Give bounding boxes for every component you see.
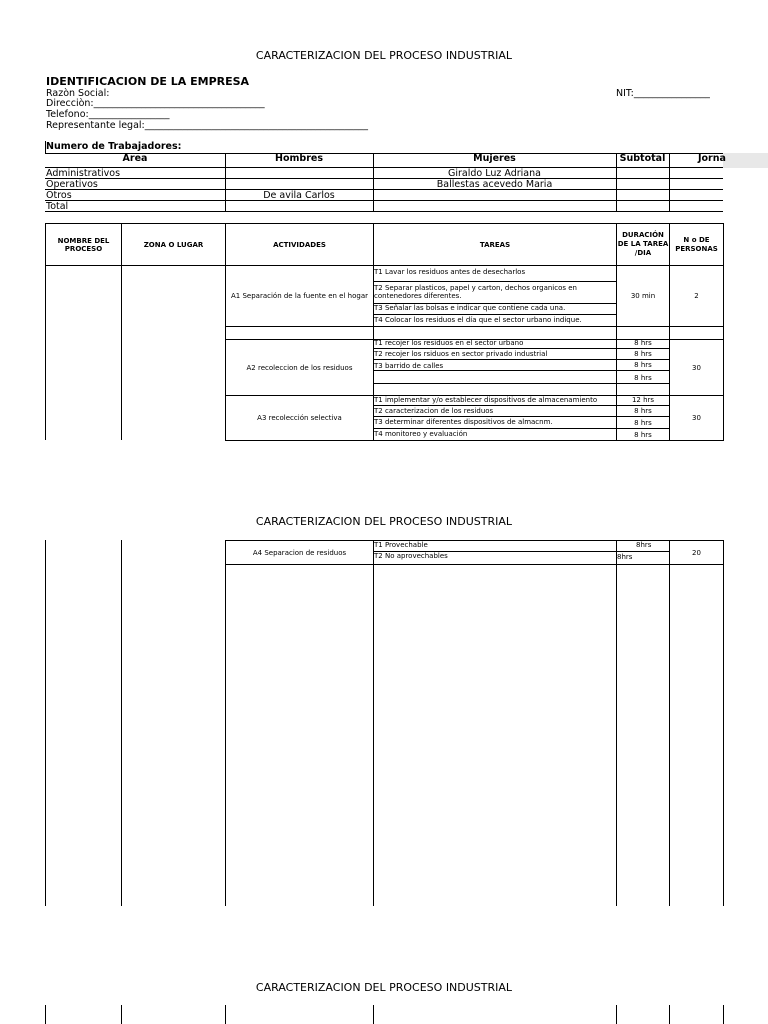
header-hombres: Hombres <box>275 152 323 164</box>
header-subtotal: Subtotal <box>619 152 666 164</box>
task-a2-t2: T2 recojer los rsiduos en sector privado industrial <box>374 350 548 358</box>
header-fill <box>723 153 768 168</box>
duration-a4-t2: 8hrs <box>617 553 633 561</box>
task-a2-t1: T1 recojer los residuos en el sector urbano <box>374 339 524 347</box>
task-a4-t2: T2 No aprovechables <box>374 552 448 560</box>
duration-a2-t2: 8 hrs <box>634 350 652 358</box>
header-duracion: DURACIÓN DE LA TAREA /DIA <box>617 231 669 257</box>
row-hombres: De avila Carlos <box>263 189 335 201</box>
duration-a4-t1: 8hrs <box>636 541 652 549</box>
nit-label: NIT:________________ <box>616 88 710 99</box>
task-a2-t3: T3 barrido de calles <box>374 362 444 370</box>
row-mujeres: Giraldo Luz Adriana <box>448 167 541 179</box>
header-nombre-proceso: NOMBRE DEL PROCESO <box>57 236 110 253</box>
header-zona: ZONA O LUGAR <box>143 240 204 249</box>
telefono-label: Telefono:_________________ <box>46 109 170 120</box>
personas-a1: 2 <box>694 292 699 300</box>
activity-a2: A2 recoleccion de los residuos <box>246 363 353 372</box>
page-title: CARACTERIZACION DEL PROCESO INDUSTRIAL <box>255 49 513 62</box>
task-a1-t4: T4 Colocar los residuos el día que el sector urbano indique. <box>374 316 582 324</box>
trabajadores-heading: Numero de Trabajadores: <box>46 141 182 152</box>
row-area: Operativos <box>46 179 98 190</box>
page-title: CARACTERIZACION DEL PROCESO INDUSTRIAL <box>255 515 513 528</box>
task-a3-t4: T4 monitoreo y evaluación <box>374 430 468 438</box>
activity-a3: A3 recolección selectiva <box>257 414 342 422</box>
row-mujeres: Ballestas acevedo Maria <box>436 178 553 190</box>
task-a3-t3: T3 determinar diferentes dispositivos de almacnm. <box>374 418 553 426</box>
representante-label: Representante legal:_______________________________________________ <box>46 120 368 131</box>
task-a1-t3: T3 Señalar las bolsas e indicar que contiene cada una. <box>374 304 566 312</box>
direccion-label: Direcciòn:____________________________________ <box>46 98 265 109</box>
row-area: Administrativos <box>46 168 121 179</box>
task-a3-t2: T2 caracterizacion de los residuos <box>374 407 494 415</box>
duration-a3-t2: 8 hrs <box>634 407 652 415</box>
task-a1-t1: T1 Lavar los residuos antes de desecharlos <box>374 268 526 276</box>
task-a4-t1: T1 Provechable <box>374 541 428 549</box>
task-a3-t1: T1 implementar y/o establecer dispositivos de almacenamiento <box>374 396 598 404</box>
duration-a3-t4: 8 hrs <box>634 430 652 439</box>
task-a1-t2: T2 Separar plasticos, papel y carton, dechos organicos en contenedores diferentes. <box>374 284 577 300</box>
duration-a2-t1: 8 hrs <box>634 339 652 347</box>
duration-a1: 30 min <box>630 292 656 300</box>
header-jornada: Jorna <box>698 153 726 164</box>
header-area: Area <box>122 152 148 164</box>
header-tareas: TAREAS <box>479 240 511 249</box>
duration-a2-t3: 8 hrs <box>634 361 652 369</box>
personas-a4: 20 <box>692 548 701 557</box>
page-title: CARACTERIZACION DEL PROCESO INDUSTRIAL <box>255 981 513 994</box>
row-area: Otros <box>46 190 72 201</box>
duration-a3-t3: 8 hrs <box>634 419 652 427</box>
razon-social-label: Razòn Social: <box>46 88 110 99</box>
duration-a3-t1: 12 hrs <box>631 396 655 404</box>
duration-a2-t4: 8 hrs <box>634 373 652 382</box>
row-area: Total <box>46 201 69 212</box>
activity-a1: A1 Separación de la fuente en el hogar <box>231 292 368 300</box>
empresa-heading: IDENTIFICACION DE LA EMPRESA <box>46 75 250 88</box>
header-mujeres: Mujeres <box>473 152 516 164</box>
header-personas: N o DE PERSONAS <box>675 235 718 253</box>
header-actividades: ACTIVIDADES <box>273 240 326 249</box>
personas-a2: 30 <box>692 363 701 372</box>
personas-a3: 30 <box>692 414 701 422</box>
activity-a4: A4 Separacion de residuos <box>252 548 347 557</box>
